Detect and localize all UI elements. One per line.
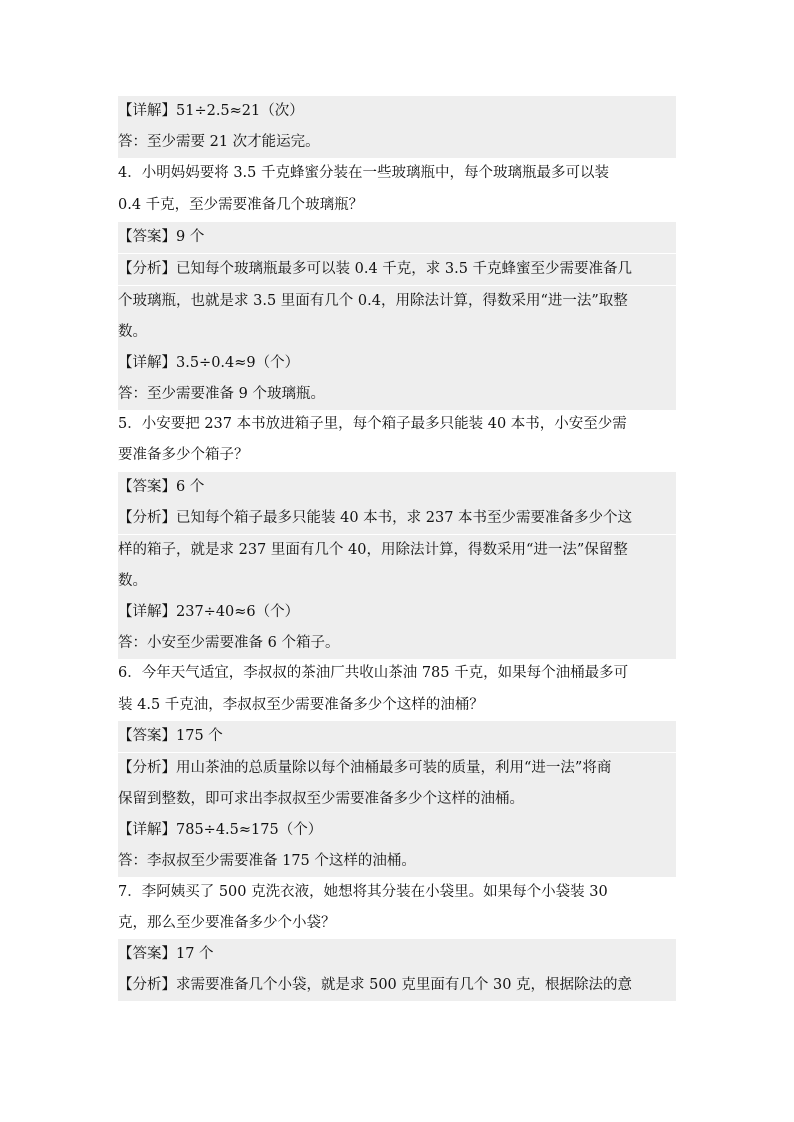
solution-line: 答：李叔叔至少需要准备 175 个这样的油桶。 xyxy=(118,846,676,877)
question-line: 5．小安要把 237 本书放进箱子里，每个箱子最多只能装 40 本书，小安至少需 xyxy=(118,416,627,432)
solution-line: 【答案】9 个 xyxy=(118,222,676,253)
solution-line: 【详解】785÷4.5≈175（个） xyxy=(118,815,676,846)
solution-line: 答：至少需要 21 次才能运完。 xyxy=(118,127,676,158)
question-line: 7．李阿姨买了 500 克洗衣液，她想将其分装在小袋里。如果每个小袋装 30 xyxy=(118,884,608,900)
solution-line: 数。 xyxy=(118,317,676,348)
solution-line: 【分析】已知每个箱子最多只能装 40 本书，求 237 本书至少需要准备多少个这 xyxy=(118,503,676,534)
question-line: 4．小明妈妈要将 3.5 千克蜂蜜分装在一些玻璃瓶中，每个玻璃瓶最多可以装 xyxy=(118,165,610,181)
question-line: 6．今年天气适宜，李叔叔的茶油厂共收山茶油 785 千克，如果每个油桶最多可 xyxy=(118,665,629,681)
solution-line: 保留到整数，即可求出李叔叔至少需要准备多少个这样的油桶。 xyxy=(118,784,676,815)
solution-line: 个玻璃瓶，也就是求 3.5 里面有几个 0.4，用除法计算，得数采用“进一法”取整 xyxy=(118,286,676,317)
solution-line: 答：至少需要准备 9 个玻璃瓶。 xyxy=(118,379,676,410)
solution-line: 【详解】237÷40≈6（个） xyxy=(118,597,676,628)
solution-line: 样的箱子，就是求 237 里面有几个 40，用除法计算，得数采用“进一法”保留整 xyxy=(118,535,676,566)
solution-line: 【分析】用山茶油的总质量除以每个油桶最多可装的质量，利用“进一法”将商 xyxy=(118,753,676,784)
solution-line: 数。 xyxy=(118,566,676,597)
question-line: 要准备多少个箱子？ xyxy=(118,447,249,463)
solution-line: 【详解】51÷2.5≈21（次） xyxy=(118,96,676,127)
solution-line: 【分析】已知每个玻璃瓶最多可以装 0.4 千克，求 3.5 千克蜂蜜至少需要准备几 xyxy=(118,254,676,285)
solution-line: 答：小安至少需要准备 6 个箱子。 xyxy=(118,628,676,659)
solution-line: 【答案】175 个 xyxy=(118,721,676,752)
solution-line: 【分析】求需要准备几个小袋，就是求 500 克里面有几个 30 克，根据除法的意 xyxy=(118,970,676,1001)
solution-line: 【答案】6 个 xyxy=(118,472,676,503)
question-line: 0.4 千克，至少需要准备几个玻璃瓶？ xyxy=(118,197,364,213)
question-line: 克，那么至少要准备多少个小袋？ xyxy=(118,915,336,931)
solution-line: 【答案】17 个 xyxy=(118,939,676,970)
question-line: 装 4.5 千克油，李叔叔至少需要准备多少个这样的油桶？ xyxy=(118,697,484,713)
solution-line: 【详解】3.5÷0.4≈9（个） xyxy=(118,348,676,379)
